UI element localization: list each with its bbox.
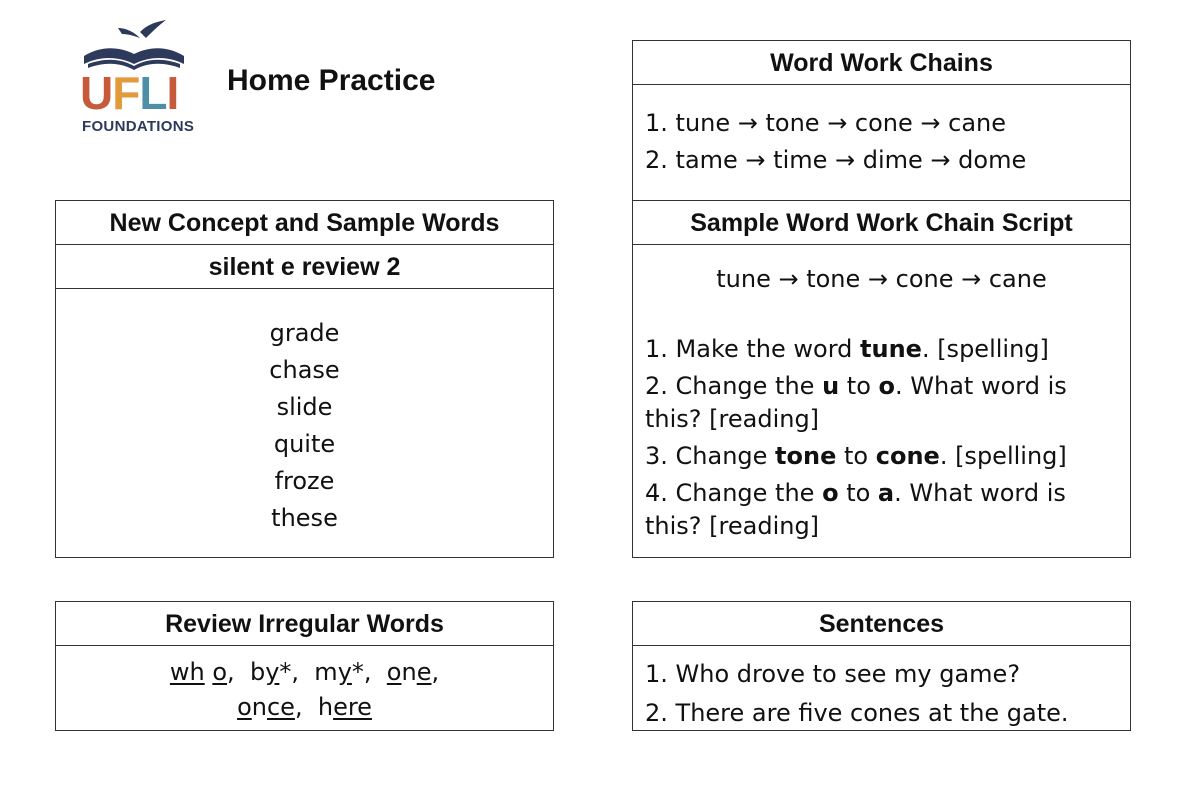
sentence-item: 1. Who drove to see my game? <box>645 660 1021 688</box>
concept-subheader: silent e review 2 <box>56 245 553 289</box>
page-title: Home Practice <box>227 64 436 97</box>
irregular-word: here <box>317 693 372 721</box>
irregular-word: once, <box>237 693 303 721</box>
script-step: 2. Change the u to o. What word is this? [reading] <box>645 372 1067 433</box>
logo-letter-l: L <box>139 67 167 119</box>
sample-word: quite <box>273 430 336 458</box>
logo-letter-f: F <box>112 67 140 119</box>
irregular-words-header: Review Irregular Words <box>56 602 553 646</box>
irregular-words-list <box>56 646 553 725</box>
irregular-words-line <box>56 690 553 725</box>
script-steps <box>633 299 1130 543</box>
irregular-word: my*, <box>314 658 372 686</box>
irregular-word: by*, <box>249 658 300 686</box>
irregular-words-line <box>56 655 553 690</box>
chain-item: 2. tame → time → dime → dome <box>645 146 1027 174</box>
sentences-box <box>632 601 1131 731</box>
logo-letters <box>80 67 179 119</box>
logo-letter-i: I <box>166 67 179 119</box>
word-work-chains-box <box>632 40 1131 202</box>
logo-letter-u: U <box>80 67 113 119</box>
sample-words-list <box>56 289 553 537</box>
chains-list <box>633 85 1130 179</box>
script-step: 1. Make the word tune. [spelling] <box>645 335 1049 363</box>
irregular-words-box <box>55 601 554 731</box>
sample-word: these <box>271 504 338 532</box>
irregular-word: one, <box>386 658 440 686</box>
script-step: 3. Change tone to cone. [spelling] <box>645 442 1067 470</box>
sentences-list <box>633 646 1130 733</box>
sample-word: slide <box>276 393 333 421</box>
sentences-header: Sentences <box>633 602 1130 646</box>
logo-subtitle: FOUNDATIONS <box>82 118 195 135</box>
new-concept-box <box>55 200 554 558</box>
sample-word: froze <box>274 467 335 495</box>
new-concept-header: New Concept and Sample Words <box>56 201 553 245</box>
irregular-word: wh o, <box>169 658 235 686</box>
chain-item: 1. tune → tone → cone → cane <box>645 109 1007 137</box>
word-work-chains-header: Word Work Chains <box>633 41 1130 85</box>
chain-script-header: Sample Word Work Chain Script <box>633 201 1130 245</box>
sample-word: grade <box>269 319 340 347</box>
ufli-logo <box>78 18 195 138</box>
script-step: 4. Change the o to a. What word is this? [reading] <box>645 479 1066 540</box>
chain-script-box <box>632 200 1131 558</box>
script-chain: tune → tone → cone → cane <box>716 265 1047 293</box>
sentence-item: 2. There are five cones at the gate. <box>645 699 1069 727</box>
sample-word: chase <box>269 356 340 384</box>
